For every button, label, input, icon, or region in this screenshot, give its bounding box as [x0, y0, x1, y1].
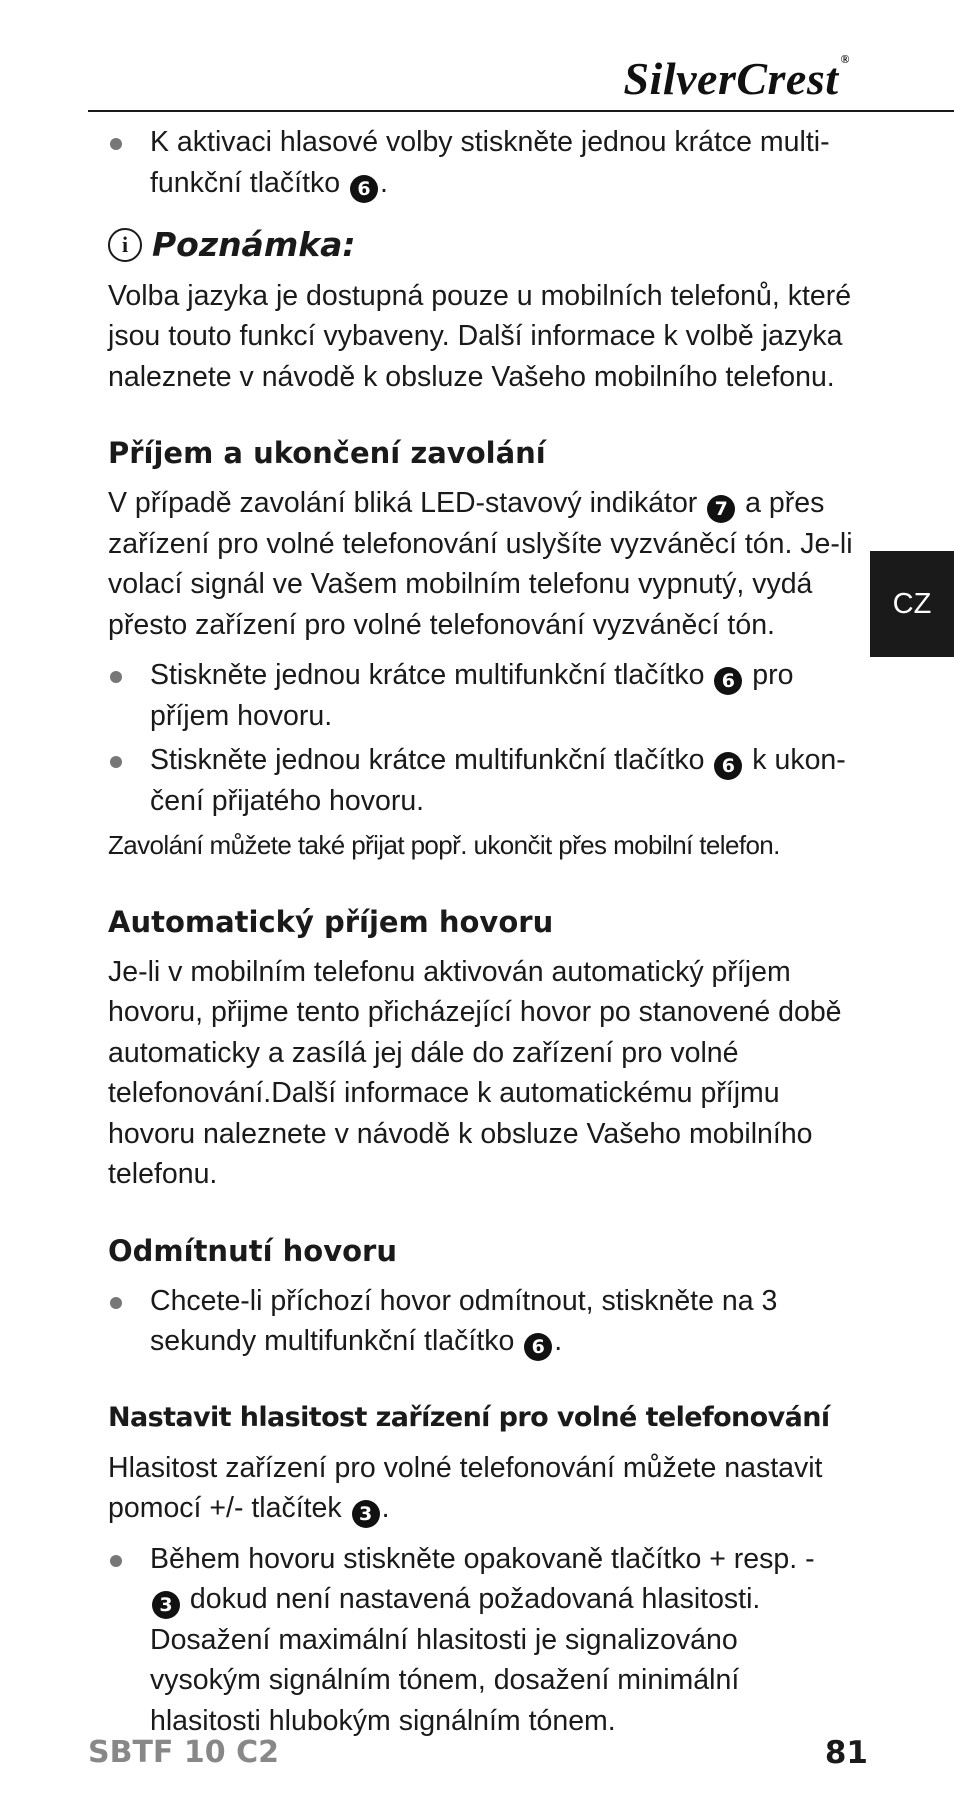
reject-bullet-text: Chcete-li příchozí hovor odmítnout, stiskněte na 3 sekundy multifunkční tlačítko: [150, 1284, 778, 1357]
page-content: [108, 122, 853, 1741]
volume-bullet: [108, 1539, 853, 1742]
brand-logo: [623, 52, 850, 105]
section-heading-reject: Odmítnutí hovoru: [108, 1233, 397, 1268]
header-divider: [88, 110, 954, 112]
answer-para-text-cont: a přes zařízení pro volné telefonování uslyšíte vyzváněcí tón. Je-li volací signál ve Vašem mobilním telefonu vypnutý, vydá přesto zařízení pro volné telefonování vyzváněcí tón.: [108, 487, 853, 641]
number-7-icon: 7: [707, 495, 735, 523]
section-heading-volume: Nastavit hlasitost zařízení pro volné telefonování: [108, 1401, 830, 1433]
answer-bullet-1-end: pro příjem hovoru.: [150, 659, 794, 732]
answer-bullet-2-text: Stiskněte jednou krátce multifunkční tlačítko: [150, 744, 705, 776]
answer-para-text: V případě zavolání bliká LED-stavový indikátor: [108, 487, 698, 519]
number-6-icon: 6: [714, 667, 742, 695]
answer-closing-text: Zavolání můžete také přijat popř. ukončit přes mobilní telefon.: [108, 830, 780, 860]
answer-bullet-1-text: Stiskněte jednou krátce multifunkční tlačítko: [150, 659, 705, 691]
info-icon: i: [108, 228, 142, 262]
number-6-icon: 6: [524, 1333, 552, 1361]
language-tab-label: CZ: [892, 587, 932, 620]
note-text: Volba jazyka je dostupná pouze u mobilních telefonů, které jsou touto funkcí vybaveny. Další informace k volbě jazyka naleznete v návodě k obsluze Vašeho mobilního telefonu.: [108, 279, 852, 393]
registered-mark: ®: [840, 52, 850, 66]
section-answer-paragraph: [108, 483, 853, 645]
volume-para-end: .: [381, 1492, 390, 1524]
note-heading: [108, 225, 853, 266]
answer-bullet-2: [108, 740, 853, 821]
page-number: 81: [824, 1735, 868, 1771]
intro-bullet: [108, 122, 853, 203]
volume-bullet-text: Během hovoru stiskněte opakovaně tlačítko + resp. -: [150, 1542, 815, 1575]
number-6-icon: 6: [714, 752, 742, 780]
note-title: Poznámka:: [152, 225, 356, 264]
volume-para-text: Hlasitost zařízení pro volné telefonování můžete nastavit pomocí +/- tlačítek: [108, 1451, 823, 1524]
intro-bullet-text: K aktivaci hlasové volby stiskněte jednou krátce multi-funkční tlačítko: [150, 126, 830, 199]
answer-bullet-2-end: k ukon-čení přijatého hovoru.: [150, 744, 846, 817]
volume-paragraph: [108, 1448, 853, 1529]
reject-bullet-end: .: [554, 1325, 563, 1357]
number-3-icon: 3: [352, 1500, 380, 1528]
number-3-icon: 3: [152, 1591, 180, 1619]
language-tab: [870, 551, 954, 657]
section-heading-auto-answer: Automatický příjem hovoru: [108, 904, 554, 939]
footer-model: SBTF 10 C2: [88, 1735, 279, 1770]
number-6-icon: 6: [350, 175, 378, 203]
auto-answer-paragraph: Je-li v mobilním telefonu aktivován automatický příjem hovoru, přijme tento přicházející hovor po stanovené době automaticky a zasílá jej dále do zařízení pro volné telefonování.Další informace k automatickému příjmu hovoru naleznete v návodě k obsluze Vašeho mobilního telefonu.: [108, 955, 842, 1190]
intro-bullet-end: .: [380, 166, 388, 199]
volume-bullet-end: dokud není nastavená požadovaná hlasitosti. Dosažení maximální hlasitosti je signalizováno vysokým signálním tónem, dosažení minimální hlasitosti hlubokým signálním tónem.: [150, 1583, 761, 1737]
answer-bullet-1: [108, 655, 853, 736]
reject-bullet: [108, 1281, 853, 1362]
section-heading-answer: Příjem a ukončení zavolání: [108, 436, 546, 470]
brand-name: SilverCrest: [623, 53, 839, 104]
